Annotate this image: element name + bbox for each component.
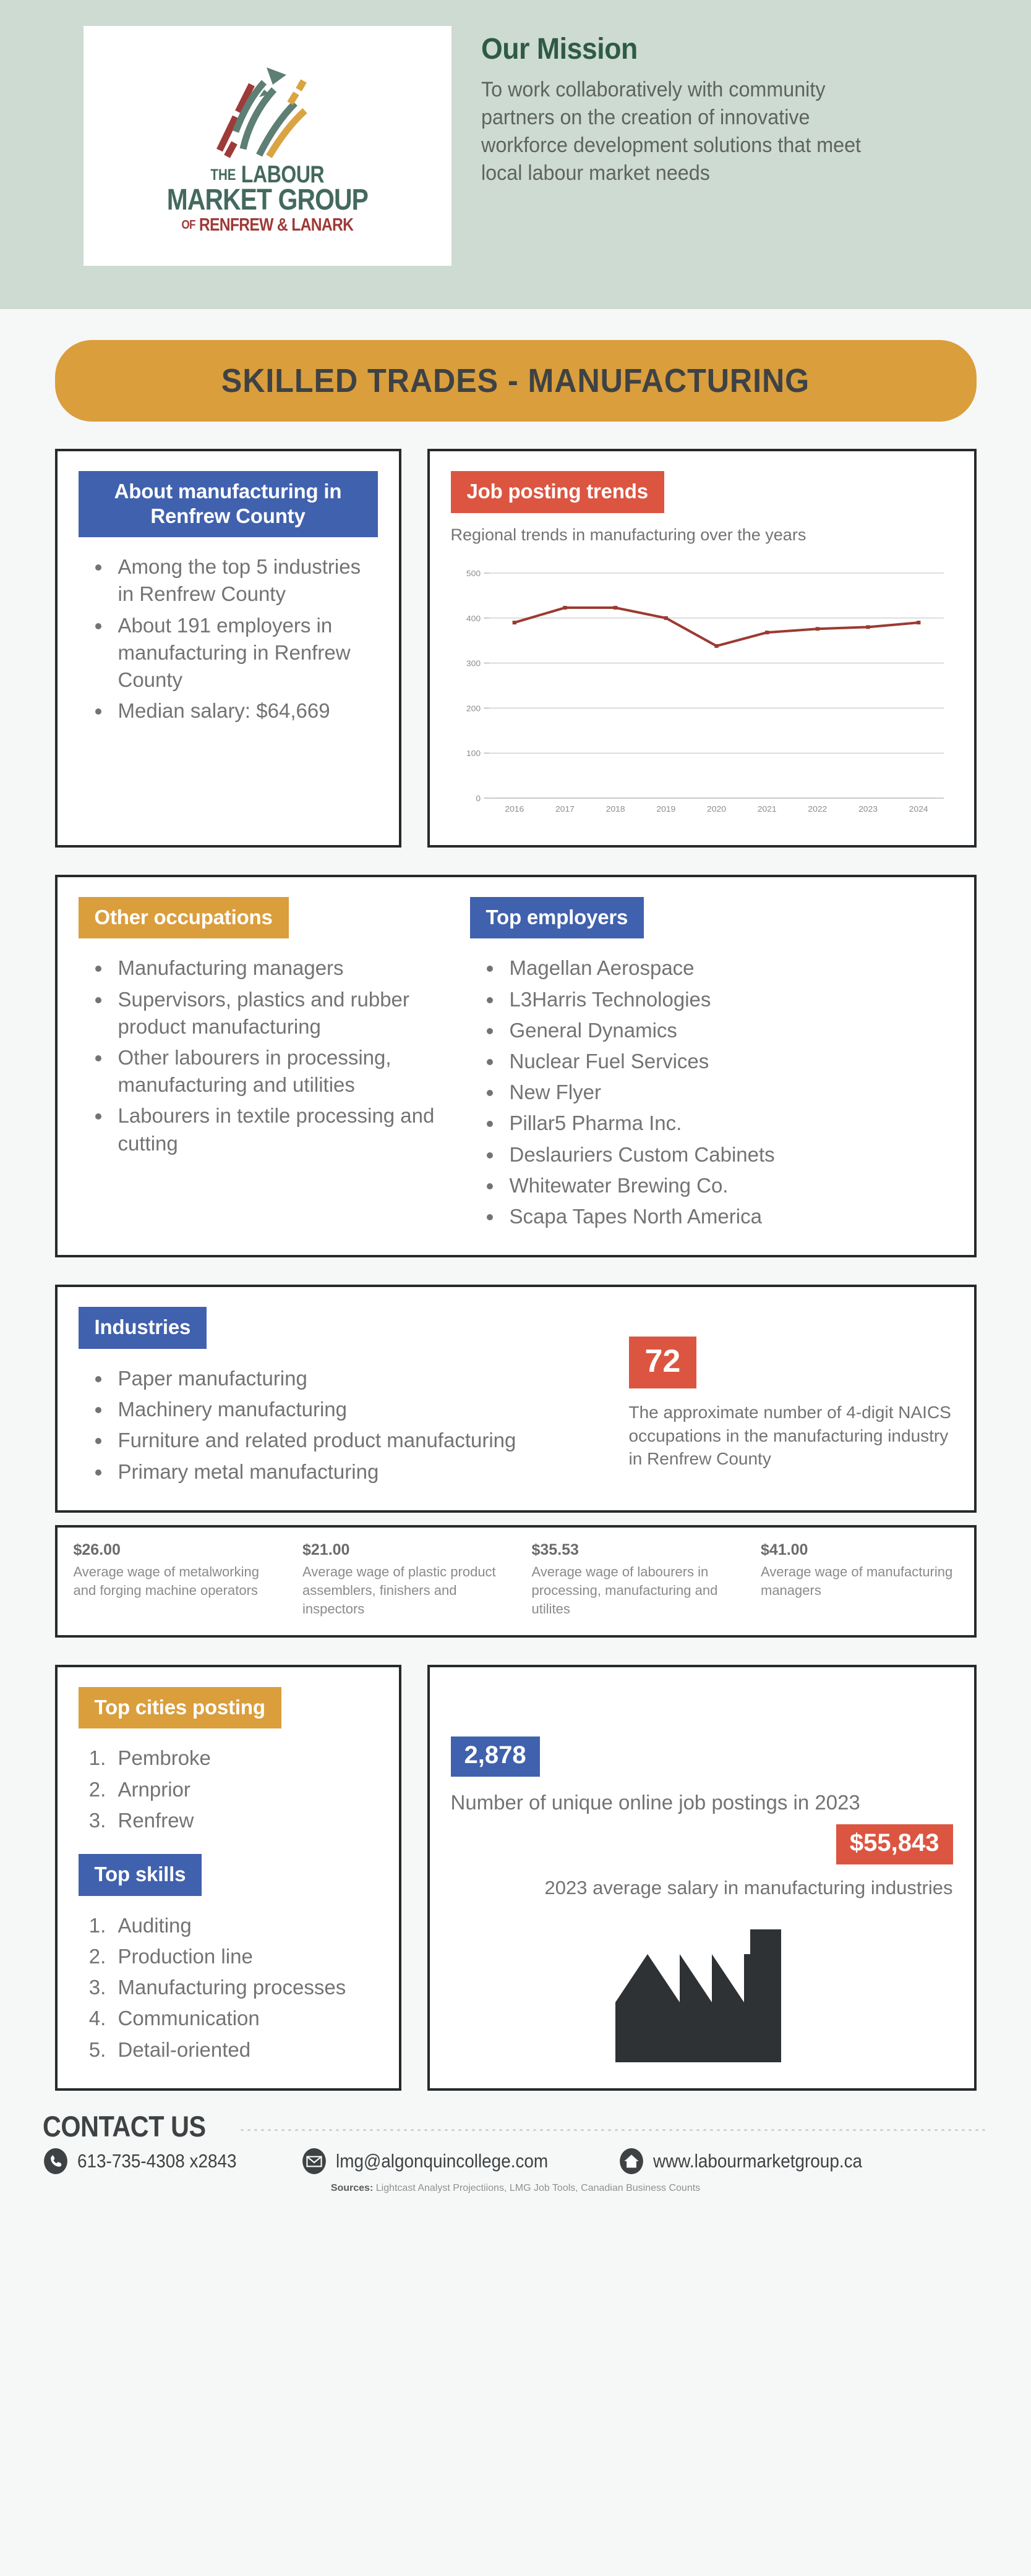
- list-item: • Supervisors, plastics and rubber product manufacturing: [112, 986, 447, 1040]
- sources-label: Sources:: [330, 2182, 374, 2193]
- list-item: 1. Pembroke: [112, 1745, 378, 1772]
- salary-stat-value: $55,843: [836, 1824, 953, 1864]
- salary-stat-caption: 2023 average salary in manufacturing industries: [544, 1877, 953, 1899]
- list-item: • Paper manufacturing: [112, 1365, 610, 1392]
- list-item: • Machinery manufacturing: [112, 1396, 610, 1423]
- list-item: • Whitewater Brewing Co.: [503, 1172, 953, 1199]
- list-item: • Other labourers in processing, manufacturing and utilities: [112, 1044, 447, 1099]
- svg-text:2016: 2016: [504, 804, 524, 814]
- top-skills-list: [112, 1912, 378, 2064]
- list-item: 5. Detail-oriented: [112, 2036, 378, 2064]
- row-occupations-employers: [55, 875, 977, 1258]
- wage-description: Average wage of labourers in processing, manufacturing and utilites: [531, 1563, 718, 1617]
- list-item: 4. Communication: [112, 2005, 378, 2032]
- row-about-and-trends: [55, 449, 977, 848]
- naics-stat-value: 72: [629, 1337, 697, 1388]
- logo-renfrew-lanark: RENFREW & LANARK: [199, 215, 354, 235]
- page-footer: [43, 2109, 989, 2208]
- list-item: • New Flyer: [503, 1079, 953, 1106]
- wage-amount: $41.00: [761, 1541, 808, 1558]
- dotted-divider: [239, 2127, 988, 2131]
- svg-text:0: 0: [475, 794, 481, 803]
- top-cities-list: [112, 1745, 378, 1834]
- list-item: • Manufacturing managers: [112, 954, 447, 982]
- factory-icon: [609, 1929, 795, 2062]
- top-employers-heading: Top employers: [470, 897, 644, 939]
- email-address: lmg@algonquincollege.com: [335, 2149, 548, 2172]
- wage-description: Average wage of metalworking and forging machine operators: [73, 1563, 259, 1599]
- postings-stat-value: 2,878: [451, 1736, 540, 1777]
- list-item: • General Dynamics: [503, 1017, 953, 1044]
- logo-wordmark: [149, 163, 386, 234]
- other-occupations-block: [79, 897, 447, 1235]
- logo-the: THE: [210, 166, 236, 184]
- svg-text:200: 200: [466, 704, 481, 713]
- mission-text: To work collaboratively with community partners on the creation of innovative workforce development solutions that meet local labour market needs: [481, 78, 862, 185]
- phone-icon: [43, 2148, 69, 2174]
- phone-number: 613-735-4308 x2843: [77, 2149, 237, 2172]
- top-employers-block: [470, 897, 953, 1235]
- occupations-employers-card: [55, 875, 977, 1258]
- svg-text:2021: 2021: [757, 804, 777, 814]
- wage-amount: $26.00: [73, 1541, 121, 1558]
- job-posting-trends-card: [427, 449, 977, 848]
- average-wages-strip: [55, 1525, 977, 1638]
- logo-arrow-mark: [200, 57, 336, 159]
- email-icon: [301, 2148, 327, 2174]
- page-title-banner: [55, 340, 977, 422]
- list-item: 3. Renfrew: [112, 1807, 378, 1834]
- contact-header: [43, 2109, 989, 2143]
- wage-description: Average wage of manufacturing managers: [761, 1563, 953, 1599]
- top-employers-list: [503, 954, 953, 1230]
- wage-cell: [516, 1528, 745, 1635]
- svg-text:2019: 2019: [656, 804, 675, 814]
- about-manufacturing-card: [55, 449, 401, 848]
- industries-block: [79, 1307, 610, 1489]
- job-trends-subtitle: Regional trends in manufacturing over the years: [450, 525, 806, 544]
- other-occupations-list: [112, 954, 447, 1157]
- cities-skills-card: [55, 1665, 401, 2091]
- list-item: • Labourers in textile processing and cutting: [112, 1102, 447, 1157]
- contact-email[interactable]: [301, 2148, 571, 2174]
- wage-cell: [745, 1528, 974, 1635]
- factory-icon-wrap: [451, 1901, 953, 2067]
- organization-logo: [83, 26, 451, 266]
- wage-cell: [286, 1528, 516, 1635]
- svg-text:2024: 2024: [909, 804, 928, 814]
- job-trends-chart: [451, 564, 953, 824]
- svg-text:2018: 2018: [605, 804, 625, 814]
- logo-of: OF: [181, 218, 195, 232]
- list-item: • Furniture and related product manufacturing: [112, 1427, 610, 1454]
- website-url: www.labourmarketgroup.ca: [652, 2149, 862, 2172]
- logo-labour: LABOUR: [241, 161, 325, 188]
- sources-note: [43, 2183, 989, 2194]
- about-heading: About manufacturing in Renfrew County: [79, 471, 378, 537]
- naics-stat-caption: The approximate number of 4-digit NAICS occupations in the manufacturing industry in Renfrew County: [628, 1403, 951, 1469]
- row-industries: [55, 1285, 977, 1512]
- list-item: 2. Arnprior: [112, 1776, 378, 1803]
- list-item: • Among the top 5 industries in Renfrew County: [112, 553, 378, 608]
- wage-description: Average wage of plastic product assemblers, finishers and inspectors: [302, 1563, 496, 1617]
- page-title: SKILLED TRADES - MANUFACTURING: [221, 362, 810, 399]
- list-item: • Magellan Aerospace: [503, 954, 953, 982]
- list-item: • About 191 employers in manufacturing in Renfrew County: [112, 612, 378, 694]
- contact-title: CONTACT US: [42, 2109, 206, 2143]
- industries-heading: Industries: [79, 1307, 207, 1349]
- stats-card: [427, 1665, 977, 2091]
- mission-block: [481, 32, 908, 187]
- salary-stat-block: [451, 1824, 953, 1901]
- sources-text: Lightcast Analyst Projectiions, LMG Job Tools, Canadian Business Counts: [375, 2182, 701, 2193]
- svg-text:500: 500: [466, 569, 481, 578]
- svg-text:2022: 2022: [807, 804, 827, 814]
- list-item: • Scapa Tapes North America: [503, 1203, 953, 1230]
- postings-stat-block: [451, 1687, 953, 1816]
- wage-amount: $21.00: [302, 1541, 350, 1558]
- home-icon: [618, 2148, 644, 2174]
- wage-amount: $35.53: [531, 1541, 579, 1558]
- logo-market-group: MARKET GROUP: [166, 184, 369, 216]
- contact-phone[interactable]: [43, 2148, 254, 2174]
- list-item: 1. Auditing: [112, 1912, 378, 1939]
- wage-cell: [58, 1528, 287, 1635]
- page-header: [0, 0, 1031, 309]
- contact-website[interactable]: [618, 2148, 886, 2174]
- list-item: 3. Manufacturing processes: [112, 1974, 378, 2001]
- svg-text:2023: 2023: [858, 804, 878, 814]
- job-trends-heading: Job posting trends: [451, 471, 664, 513]
- industries-list: [112, 1365, 610, 1486]
- list-item: • Deslauriers Custom Cabinets: [503, 1141, 953, 1168]
- other-occupations-heading: Other occupations: [79, 897, 289, 939]
- mission-title: Our Mission: [481, 33, 638, 66]
- svg-text:2017: 2017: [555, 804, 575, 814]
- svg-text:400: 400: [466, 613, 481, 623]
- list-item: • Primary metal manufacturing: [112, 1458, 610, 1486]
- industries-card: [55, 1285, 977, 1512]
- svg-text:2020: 2020: [706, 804, 726, 814]
- list-item: • Nuclear Fuel Services: [503, 1048, 953, 1075]
- svg-text:300: 300: [466, 658, 481, 668]
- list-item: 2. Production line: [112, 1943, 378, 1970]
- svg-text:100: 100: [466, 749, 481, 758]
- list-item: • Pillar5 Pharma Inc.: [503, 1110, 953, 1137]
- list-item: • L3Harris Technologies: [503, 986, 953, 1013]
- contact-details: [43, 2148, 989, 2174]
- top-skills-heading: Top skills: [79, 1854, 202, 1896]
- about-list: [112, 553, 378, 725]
- naics-stat-block: [629, 1307, 953, 1489]
- row-cities-skills-stats: [55, 1665, 977, 2091]
- list-item: • Median salary: $64,669: [112, 697, 378, 725]
- top-cities-heading: Top cities posting: [79, 1687, 281, 1729]
- line-chart-svg: [451, 564, 953, 824]
- postings-stat-caption: Number of unique online job postings in 2023: [450, 1790, 860, 1814]
